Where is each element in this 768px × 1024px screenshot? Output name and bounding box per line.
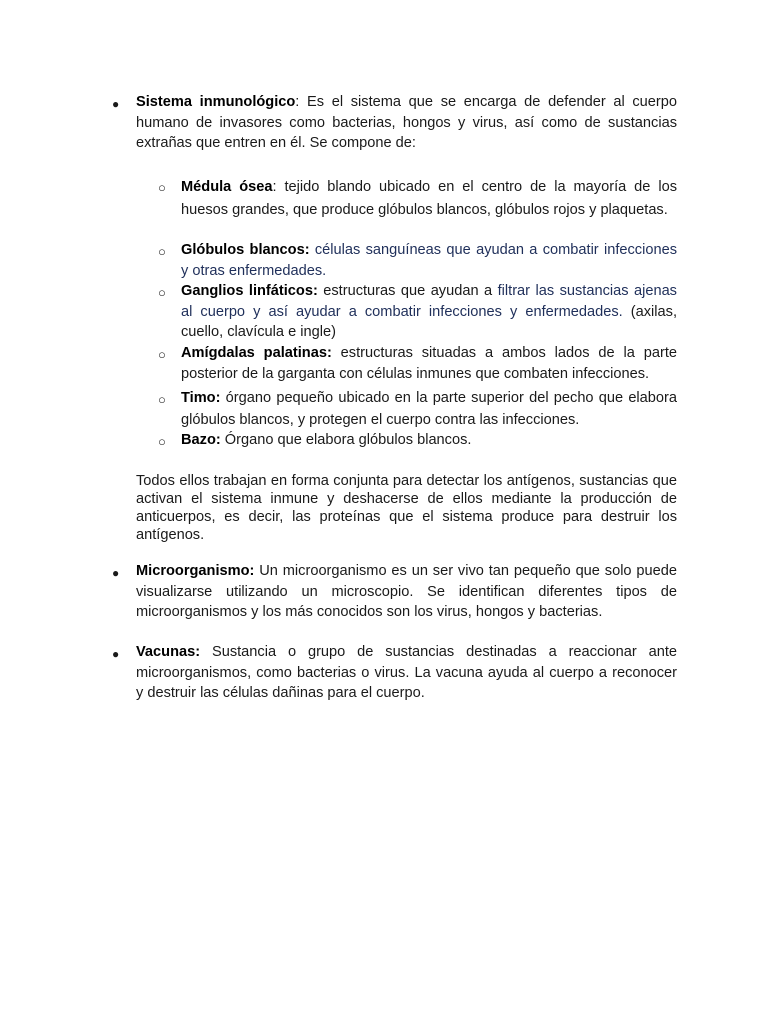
bullet-sistema: ● bbox=[112, 97, 120, 111]
term-ganglios-linfaticos: Ganglios linfáticos: bbox=[181, 283, 318, 299]
text-vacunas: Sustancia o grupo de sustancias destinadas a reaccionar ante microorganismos, como bacterias o virus. La vacuna ayuda al cuerpo a reconocer y destruir las células dañinas para el cuerpo. bbox=[136, 644, 677, 701]
paragraph-trabajo-conjunto: Todos ellos trabajan en forma conjunta para detectar los antígenos, sustancias que activan el sistema inmune y deshacerse de ellos mediante la producción de anticuerpos, es decir, las proteínas que el sistema produce para destruir los antígenos. bbox=[136, 473, 677, 543]
text-ganglios-after: (axilas, cuello, clavícula e ingle) bbox=[181, 303, 677, 340]
term-timo: Timo: bbox=[181, 390, 221, 406]
item-globulos-blancos bbox=[181, 240, 677, 281]
item-medula-osea bbox=[181, 176, 677, 221]
marker-amigdalas: ○ bbox=[158, 347, 166, 362]
marker-globulos: ○ bbox=[158, 244, 166, 259]
marker-bazo: ○ bbox=[158, 434, 166, 449]
term-amigdalas-palatinas: Amígdalas palatinas: bbox=[181, 345, 332, 361]
item-bazo bbox=[181, 430, 677, 451]
text-timo: órgano pequeño ubicado en la parte superior del pecho que elabora glóbulos blancos, y protegen el cuerpo contra las infecciones. bbox=[181, 390, 677, 428]
bullet-micro: ● bbox=[112, 566, 120, 580]
paragraph-microorganismo bbox=[136, 561, 677, 623]
text-medula-osea: : tejido blando ubicado en el centro de la mayoría de los huesos grandes, que produce glóbulos blancos, glóbulos rojos y plaquetas. bbox=[181, 179, 678, 218]
paragraph-vacunas bbox=[136, 642, 677, 704]
term-bazo: Bazo: bbox=[181, 432, 221, 448]
term-globulos-blancos: Glóbulos blancos: bbox=[181, 242, 310, 258]
marker-ganglios: ○ bbox=[158, 285, 166, 300]
item-amigdalas-palatinas bbox=[181, 343, 677, 384]
marker-medula: ○ bbox=[158, 180, 166, 195]
text-bazo: Órgano que elabora glóbulos blancos. bbox=[220, 432, 472, 448]
text-ganglios-linfaticos: estructuras que ayudan a bbox=[317, 283, 498, 299]
marker-timo: ○ bbox=[158, 392, 166, 407]
term-sistema-inmunologico: Sistema inmunológico bbox=[136, 94, 296, 110]
text-ganglios-blue: filtrar las sustancias ajenas al cuerpo y así ayudar a combatir infecciones y enfermedades. bbox=[181, 283, 677, 320]
text-amigdalas-palatinas: estructuras situadas a ambos lados de la parte posterior de la garganta con células inmunes que combaten infecciones. bbox=[181, 345, 678, 382]
text-globulos-blancos: células sanguíneas que ayudan a combatir infecciones y otras enfermedades. bbox=[181, 242, 677, 279]
bullet-vacunas: ● bbox=[112, 647, 120, 661]
paragraph-sistema-inmunologico bbox=[136, 92, 677, 154]
text-sistema-inmunologico: : Es el sistema que se encarga de defender al cuerpo humano de invasores como bacterias, hongos y virus, así como de sustancias extrañas que entren en él. Se compone de: bbox=[136, 94, 677, 151]
item-timo bbox=[181, 387, 677, 431]
term-medula-osea: Médula ósea bbox=[181, 179, 273, 195]
text-microorganismo: Un microorganismo es un ser vivo tan pequeño que solo puede visualizarse utilizando un microscopio. Se identifican diferentes tipos de microorganismos y los más conocidos son los virus, hongos y bacterias. bbox=[136, 563, 677, 620]
term-microorganismo: Microorganismo: bbox=[136, 563, 255, 579]
item-ganglios-linfaticos bbox=[181, 281, 677, 343]
term-vacunas: Vacunas: bbox=[136, 644, 201, 660]
